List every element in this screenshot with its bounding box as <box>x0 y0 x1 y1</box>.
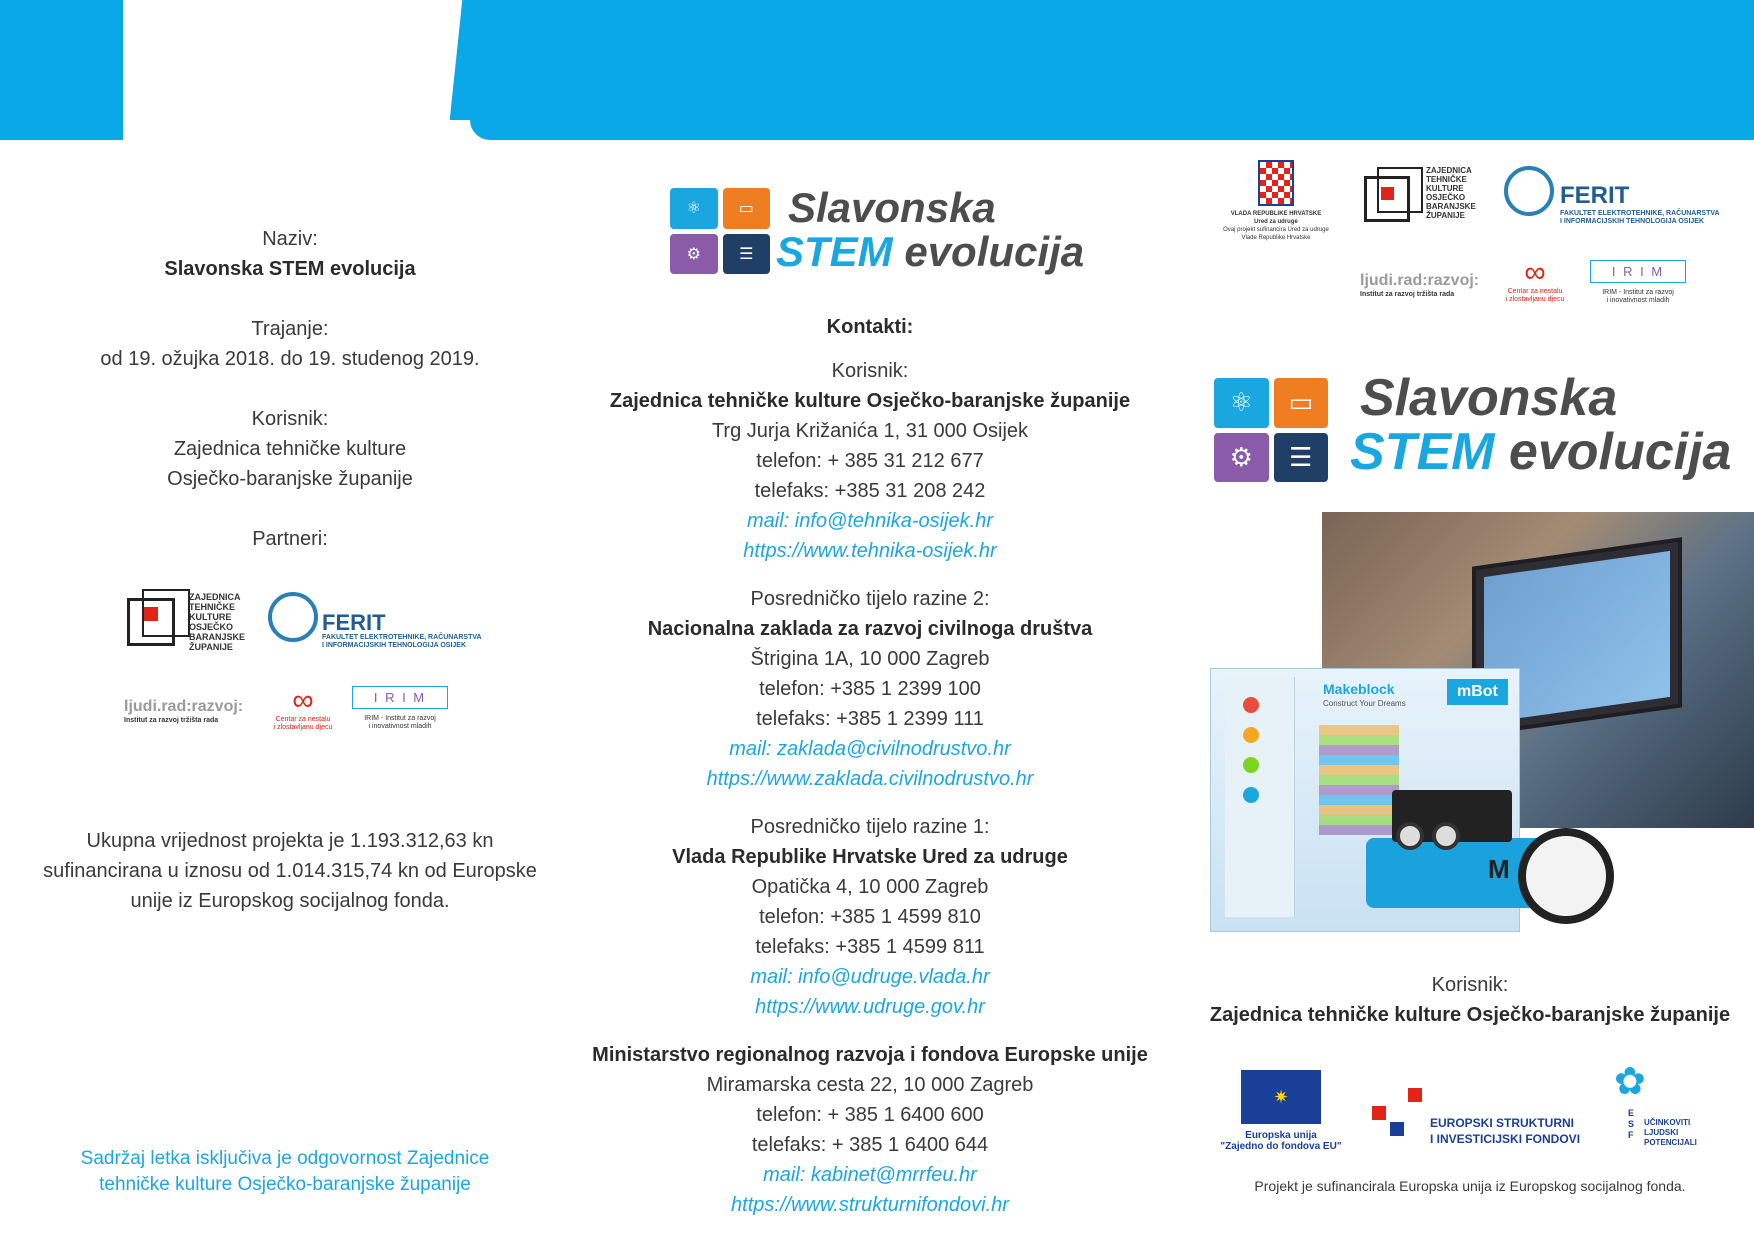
infinity-icon: ∞ <box>292 684 314 717</box>
irim-logo-right: I R I M IRIM - Institut za razvoj i inovativnost mladih <box>1590 260 1686 305</box>
web-link[interactable]: https://www.zaklada.civilnodrustvo.hr <box>706 768 1034 790</box>
eu-logo: ✷ Europska unija "Zajedno do fondova EU" <box>1206 1070 1356 1152</box>
korisnik-line1: Zajednica tehničke kulture <box>173 438 407 460</box>
coat-of-arms-icon <box>1258 160 1294 206</box>
esf-logo: ✿ E S F UČINKOVITI LJUDSKI POTENCIJALI <box>1614 1061 1697 1147</box>
gears-icon: ⚙ <box>670 234 718 275</box>
korisnik-right: Korisnik: Zajednica tehničke kulture Osječko-baranjske županije <box>1209 974 1731 1026</box>
ferit-logo-right: FERIT FAKULTET ELEKTROTEHNIKE, RAČUNARSTVA I INFORMACIJSKIH TEHNOLOGIJA OSIJEK <box>1504 166 1724 230</box>
mbot-robot: M <box>1366 838 1546 908</box>
trajanje-label: Trajanje: <box>251 318 329 340</box>
disclaimer: Sadržaj letka isključiva je odgovornost Zajednice tehničke kulture Osječko-baranjske županije <box>80 1148 490 1195</box>
web-link[interactable]: https://www.udruge.gov.hr <box>755 996 985 1018</box>
atom-icon: ⚛ <box>1214 378 1269 428</box>
abacus-icon: ☰ <box>723 234 771 275</box>
left-column <box>30 224 550 554</box>
ljudi-rad-razvoj-logo: ljudi.rad:razvoj: Institut za razvoj tržišta rada <box>124 698 244 724</box>
ztk-logo: ZAJEDNICA TEHNIČKE KULTURE OSJEČKO BARANJSKE ŽUPANIJE <box>127 592 247 652</box>
trajanje-value: od 19. ožujka 2018. do 19. studenog 2019. <box>100 348 480 370</box>
partneri-label: Partneri: <box>252 528 328 550</box>
stem-logo-middle: ⚛ ▭ ⚙ ☰ Slavonska STEM evolucija <box>670 188 1090 278</box>
mbot-box: Makeblock Construct Your Dreams mBot <box>1210 668 1520 932</box>
naziv-value: Slavonska STEM evolucija <box>164 258 416 280</box>
mail-link[interactable]: mail: kabinet@mrrfeu.hr <box>763 1164 977 1186</box>
naziv-label: Naziv: <box>262 228 318 250</box>
ferit-logo: FERIT FAKULTET ELEKTROTEHNIKE, RAČUNARSTVA I INFORMACIJSKIH TEHNOLOGIJA OSIJEK <box>268 592 488 656</box>
mail-link[interactable]: mail: info@tehnika-osijek.hr <box>747 510 993 532</box>
contact-block-pt1: Posredničko tijelo razine 1: Vlada Republike Hrvatske Ured za udruge Opatička 4, 10 000 Zagreb telefon: +385 1 4599 810 telefaks: +385 1 4599 811 mail: info@udruge.vlada.hr https://www.udruge.gov.hr <box>580 812 1160 1022</box>
korisnik-line2: Osječko-baranjske županije <box>167 468 413 490</box>
contact-block-ministarstvo: Ministarstvo regionalnog razvoja i fondova Europske unije Miramarska cesta 22, 10 000 Zagreb telefon: + 385 1 6400 600 telefaks: + 385 1 6400 644 mail: kabinet@mrrfeu.hr https://www.strukturnifondovi.hr <box>580 1040 1160 1220</box>
ferit-hex-icon <box>268 592 318 642</box>
abacus-icon: ☰ <box>1274 433 1329 483</box>
centar-logo-right: ∞ Centar za nestalu i zlostavljanu djecu <box>1500 258 1570 304</box>
stem-logo-right: ⚛ ▭ ⚙ ☰ Slavonska STEM evolucija <box>1214 374 1734 494</box>
top-band-left <box>0 0 123 140</box>
footer-note: Projekt je sufinancirala Europska unija iz Europskog socijalnog fonda. <box>1254 1178 1686 1194</box>
centar-logo: ∞ Centar za nestalu i zlostavljanu djecu <box>268 686 338 732</box>
infinity-icon: ∞ <box>1524 256 1546 289</box>
eu-flag-icon: ✷ <box>1241 1070 1321 1124</box>
ztk-logo-right: ZAJEDNICA TEHNIČKE KULTURE OSJEČKO BARANJSKE ŽUPANIJE <box>1364 166 1484 226</box>
monitor-icon: ▭ <box>723 188 771 229</box>
ljudi-rad-razvoj-logo-right: ljudi.rad:razvoj: Institut za razvoj tržišta rada <box>1360 272 1480 298</box>
monitor-icon: ▭ <box>1274 378 1329 428</box>
web-link[interactable]: https://www.tehnika-osijek.hr <box>743 540 997 562</box>
atom-icon: ⚛ <box>670 188 718 229</box>
contacts <box>580 312 1160 1220</box>
contact-block-korisnik: Korisnik: Zajednica tehničke kulture Osječko-baranjske županije Trg Jurja Križanića 1, 31 000 Osijek telefon: + 385 31 212 677 telefaks: +385 31 208 242 mail: info@tehnika-osijek.hr https://www.tehnika-osijek.hr <box>580 356 1160 566</box>
contacts-title: Kontakti: <box>826 316 914 338</box>
korisnik-label: Korisnik: <box>251 408 329 430</box>
project-value: Ukupna vrijednost projekta je 1.193.312,63 kn sufinancirana u iznosu od 1.014.315,74 kn od Europske unije iz Europskog socijalnog fonda. <box>43 830 537 912</box>
mail-link[interactable]: mail: zaklada@civilnodrustvo.hr <box>729 738 1011 760</box>
gears-icon: ⚙ <box>1214 433 1269 483</box>
contact-block-pt2: Posredničko tijelo razine 2: Nacionalna zaklada za razvoj civilnoga društva Štrigina 1A, 10 000 Zagreb telefon: +385 1 2399 100 telefaks: +385 1 2399 111 mail: zaklada@civilnodrustvo.hr https://www.zaklada.civilnodrustvo.hr <box>580 584 1160 794</box>
vlada-logo: VLADA REPUBLIKE HRVATSKE Ured za udruge Ovaj projekt sufinancira Ured za udruge Vlade Republike Hrvatske <box>1216 160 1336 242</box>
robot-wheel <box>1518 828 1614 924</box>
esif-logo: EUROPSKI STRUKTURNI I INVESTICIJSKI FONDOVI <box>1372 1080 1602 1150</box>
ferit-hex-icon <box>1504 166 1554 216</box>
flower-icon: ✿ <box>1614 1061 1646 1103</box>
web-link[interactable]: https://www.strukturnifondovi.hr <box>731 1194 1009 1216</box>
irim-logo: I R I M IRIM - Institut za razvoj i inovativnost mladih <box>352 686 448 731</box>
mail-link[interactable]: mail: info@udruge.vlada.hr <box>750 966 990 988</box>
esif-square-icon <box>1372 1106 1386 1120</box>
top-band-right <box>470 0 1754 140</box>
